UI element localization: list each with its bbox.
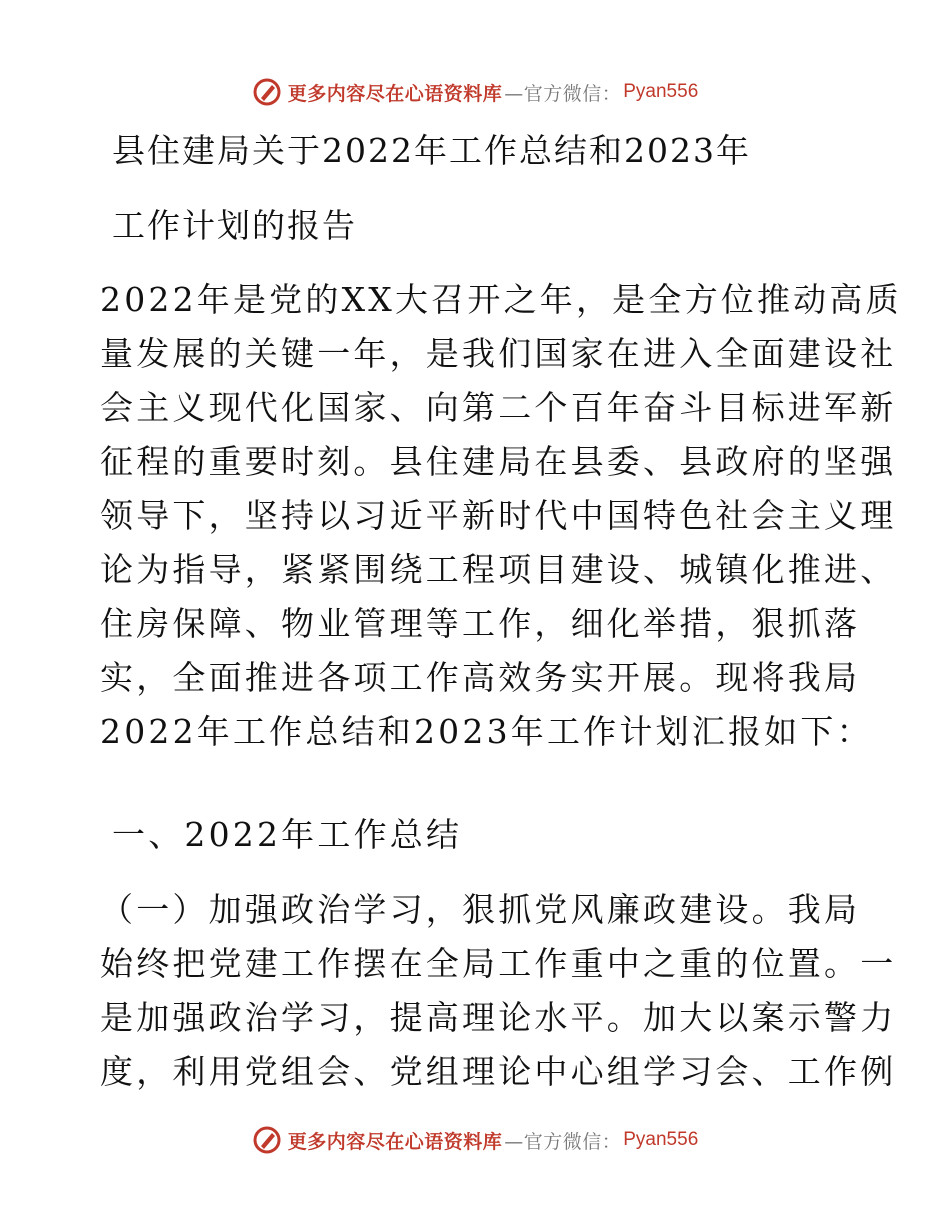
- logo-icon: [252, 1125, 282, 1155]
- paragraph-line: 是加强政治学习，提高理论水平。加大以案示警力: [100, 998, 897, 1037]
- section-heading: [112, 808, 872, 862]
- logo-icon: [252, 77, 282, 107]
- paragraph-line: 实，全面推进各项工作高效务实开展。现将我局: [100, 658, 861, 697]
- paragraph-line: 2022年是党的XX大召开之年，是全方位推动高质: [100, 280, 902, 319]
- paragraph-line: （一）加强政治学习，狠抓党风廉政建设。我局: [100, 890, 861, 929]
- paragraph-line: 量发展的关键一年，是我们国家在进入全面建设社: [100, 334, 897, 373]
- section-heading-text: 一、2022年工作总结: [112, 815, 463, 854]
- watermark-text: 更多内容尽在心语资料库: [287, 1130, 503, 1153]
- document-title-line1: 县住建局关于2022年工作总结和2023年: [112, 131, 751, 170]
- paragraph-line: 论为指导，紧紧围绕工程项目建设、城镇化推进、: [100, 550, 897, 589]
- watermark-id: Pyan556: [623, 81, 699, 102]
- watermark-sub: —官方微信：: [504, 82, 622, 105]
- watermark-sub: —官方微信：: [504, 1130, 622, 1153]
- subsection-paragraph: [100, 883, 897, 1099]
- paragraph-line: 2022年工作总结和2023年工作计划汇报如下：: [100, 712, 873, 751]
- paragraph-line: 住房保障、物业管理等工作，细化举措，狠抓落: [100, 604, 861, 643]
- watermark-header: [0, 72, 950, 112]
- paragraph-line: 始终把党建工作摆在全局工作重中之重的位置。一: [100, 944, 897, 983]
- paragraph-line: 度，利用党组会、党组理论中心组学习会、工作例: [100, 1052, 897, 1091]
- watermark-text: 更多内容尽在心语资料库: [287, 82, 503, 105]
- intro-paragraph: [100, 273, 902, 759]
- watermark-id: Pyan556: [623, 1129, 699, 1150]
- document-title-line2: 工作计划的报告: [112, 206, 357, 245]
- watermark-footer: [0, 1120, 950, 1160]
- paragraph-line: 会主义现代化国家、向第二个百年奋斗目标进军新: [100, 388, 897, 427]
- paragraph-line: 领导下，坚持以习近平新时代中国特色社会主义理: [100, 496, 897, 535]
- paragraph-line: 征程的重要时刻。县住建局在县委、县政府的坚强: [100, 442, 897, 481]
